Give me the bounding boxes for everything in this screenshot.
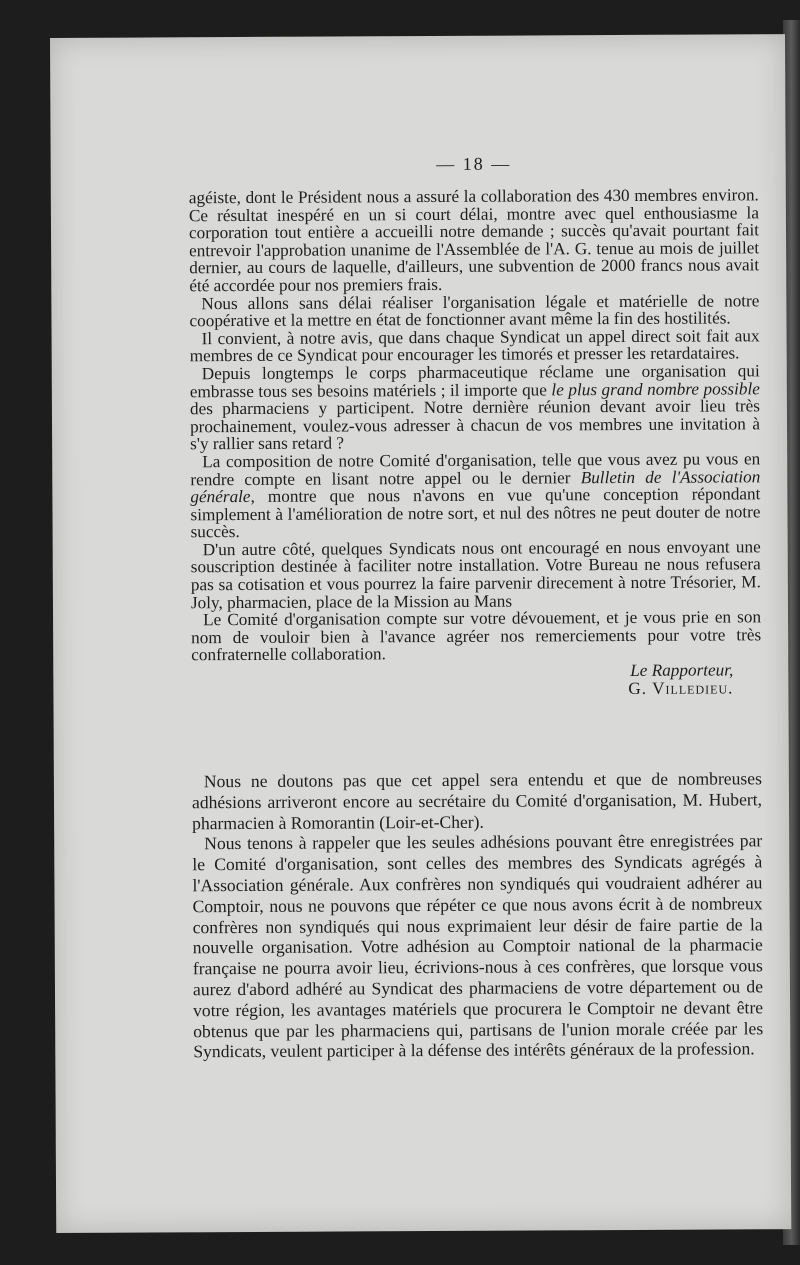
paragraph: La composition de notre Comité d'organisation, telle que vous avez pu vous en rendre compte en lisant notre appel ou le dernier Bulletin de l'Association générale, montre que nous n'avons en vue qu'une conception répondant simplement à l'amélioration de notre sort, et nul des nôtres ne peut douter de notre succès. (190, 449, 761, 542)
paragraph: Nous allons sans délai réaliser l'organisation légale et matérielle de notre coopérative et la mettre en état de fonctionner avant même la fin des hostilités. (189, 290, 760, 331)
paragraph: Depuis longtemps le corps pharmaceutique réclame une organisation qui embrasse tous ses besoins matériels ; il importe que le plus grand nombre possible des pharmaciens y participent. Notre dernière réunion devant avoir lieu très prochainement, voulez-vous adresser à chacun de vos membres une invitation à s'y rallier sans retard ? (189, 361, 761, 454)
paragraph: Nous tenons à rappeler que les seules adhésions pouvant être enregistrées par le Comité d'organisation, sont celles des membres des Syndicats agrégés à l'Association générale. Aux confrères non syndiqués qui voudraient adhérer au Comptoir, nous ne pouvons que répéter ce que nous avons écrit à de nombreux confrères non syndiqués qui nous exprimaient leur désir de faire partie de la nouvelle organisation. Votre adhésion au Comptoir national de la pharmacie française ne pourra avoir lieu, écrivions-nous à ces confrères, que lorsque vous aurez d'abord adhéré au Syndicat des pharmaciens de votre département ou de votre région, les avantages matériels que procurera le Comptoir ne devant être obtenus que par les pharmaciens qui, partisans de l'union morale créée par les Syndicats, veulent participer à la défense des intérêts généraux de la profession. (192, 830, 764, 1062)
document-page (50, 34, 791, 1233)
paragraph: agéiste, dont le Président nous a assuré la collaboration des 430 membres environ. Ce résultat inespéré en un si court délai, montre avec quel enthousiasme la corporation tout entière a accueilli notre demande ; succès qu'avait pourtant fait entrevoir l'approbation unanime de l'Assemblée de l'A. G. tenue au mois de juillet dernier, au cours de laquelle, d'ailleurs, une subvention de 2000 francs nous avait été accordée pour nos premiers frais. (188, 185, 760, 296)
emphasis-text: le plus grand nombre possible (551, 378, 760, 399)
paragraph: D'un autre côté, quelques Syndicats nous ont encouragé en nous envoyant une souscription destinée à faciliter notre installation. Votre Bureau ne nous refusera pas sa cotisation et vous pourrez la faire parvenir direcement à notre Trésorier, M. Joly, pharmacien, place de la Mission au Mans (190, 537, 761, 612)
paragraph: Il convient, à notre avis, que dans chaque Syndicat un appel direct soit fait aux membres de ce Syndicat pour encourager les timorés et presser les retardataires. (189, 326, 760, 366)
letter-body (189, 186, 762, 699)
signature-title: Le Rapporteur, (630, 660, 734, 681)
paragraph: Le Comité d'organisation compte sur votre dévouement, et je vous prie en son nom de vouloir bien à l'avance agréer nos remerciements pour votre très confraternelle collaboration. (191, 607, 762, 665)
paragraph: Nous ne doutons pas que cet appel sera entendu et que de nombreuses adhésions arriveront encore au secrétaire du Comité d'organisation, M. Hubert, pharmacien à Romorantin (Loir-et-Cher). (191, 768, 763, 833)
bulletin-title: Bulletin de l'Association générale (190, 466, 761, 507)
page-text (188, 34, 764, 1062)
page-number: — 18 — (436, 153, 512, 174)
closing-text (192, 768, 764, 1062)
signature-name: G. Villedieu. (628, 678, 734, 698)
